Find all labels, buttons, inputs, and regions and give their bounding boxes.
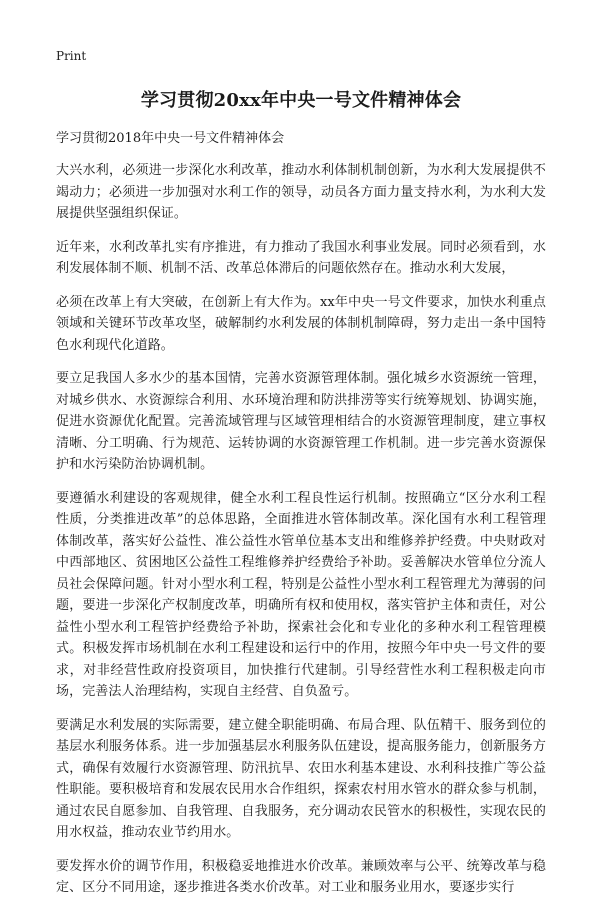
paragraph: 要发挥水价的调节作用，积极稳妥地推进水价改革。兼顾效率与公平、统筹改革与稳定、区分不同用途，逐步推进各类水价改革。对工业和服务业用水，要逐步实行: [56, 858, 546, 895]
paragraph: 要遵循水利建设的客观规律，健全水利工程良性运行机制。按照确立“区分水利工程性质，分类推进改革”的总体思路，全面推进水管体制改革。深化国有水利工程管理体制改革，落实好公益性、准公益性水管单位基本支出和维修养护经费。中央财政对中西部地区、贫困地区公益性工程维修养护经费给予补助。妥善解决水管单位分流人员社会保障问题。针对小型水利工程，特别是公益性小型水利工程管理尤为薄弱的问题，要进一步深化产权制度改革，明确所有权和使用权，落实管护主体和责任，对公益性小型水利工程管护经费给予补助，探索社会化和专业化的多种水利工程管理模式。积极发挥市场机制在水利工程建设和运行中的作用，按照今年中央一号文件的要求，对非经营性政府投资项目，加快推行代建制。引导经营性水利工程积极走向市场，完善法人治理结构，实现自主经营、自负盈亏。: [56, 490, 546, 699]
paragraph: 要立足我国人多水少的基本国情，完善水资源管理体制。强化城乡水资源统一管理，对城乡供水、水资源综合利用、水环境治理和防洪排涝等实行统筹规划、协调实施，促进水资源优化配置。完善流域管理与区域管理相结合的水资源管理制度，建立事权清晰、分工明确、行为规范、运转协调的水资源管理工作机制。进一步完善水资源保护和水污染防治协调机制。: [56, 371, 546, 472]
document-subtitle: 学习贯彻2018年中央一号文件精神体会: [56, 131, 285, 146]
page-title: 学习贯彻20xx年中央一号文件精神体会: [140, 90, 462, 111]
paragraph: 要满足水利发展的实际需要，建立健全职能明确、布局合理、队伍精干、服务到位的基层水利服务体系。进一步加强基层水利服务队伍建设，提高服务能力，创新服务方式，确保有效履行水资源管理、防汛抗旱、农田水利基本建设、水利科技推广等公益性职能。要积极培育和发展农民用水合作组织，探索农村用水管水的群众参与机制，通过农民自愿参加、自我管理、自我服务，充分调动农民管水的积极性，实现农民的用水权益，推动农业节约用水。: [56, 717, 546, 840]
paragraph: 大兴水利，必须进一步深化水利改革，推动水利体制机制创新，为水利大发展提供不竭动力；必须进一步加强对水利工作的领导，动员各方面力量支持水利，为水利大发展提供坚强组织保证。: [56, 163, 546, 221]
print-link[interactable]: Print: [56, 49, 87, 63]
paragraph: 近年来，水利改革扎实有序推进，有力推动了我国水利事业发展。同时必须看到，水利发展体制不顺、机制不活、改革总体滞后的问题依然存在。推动水利大发展，: [56, 239, 546, 276]
document-body: [56, 160, 546, 899]
paragraph: 必须在改革上有大突破，在创新上有大作为。xx年中央一号文件要求，加快水利重点领域和关键环节改革攻坚，破解制约水利发展的体制机制障碍，努力走出一条中国特色水利现代化道路。: [56, 294, 546, 353]
